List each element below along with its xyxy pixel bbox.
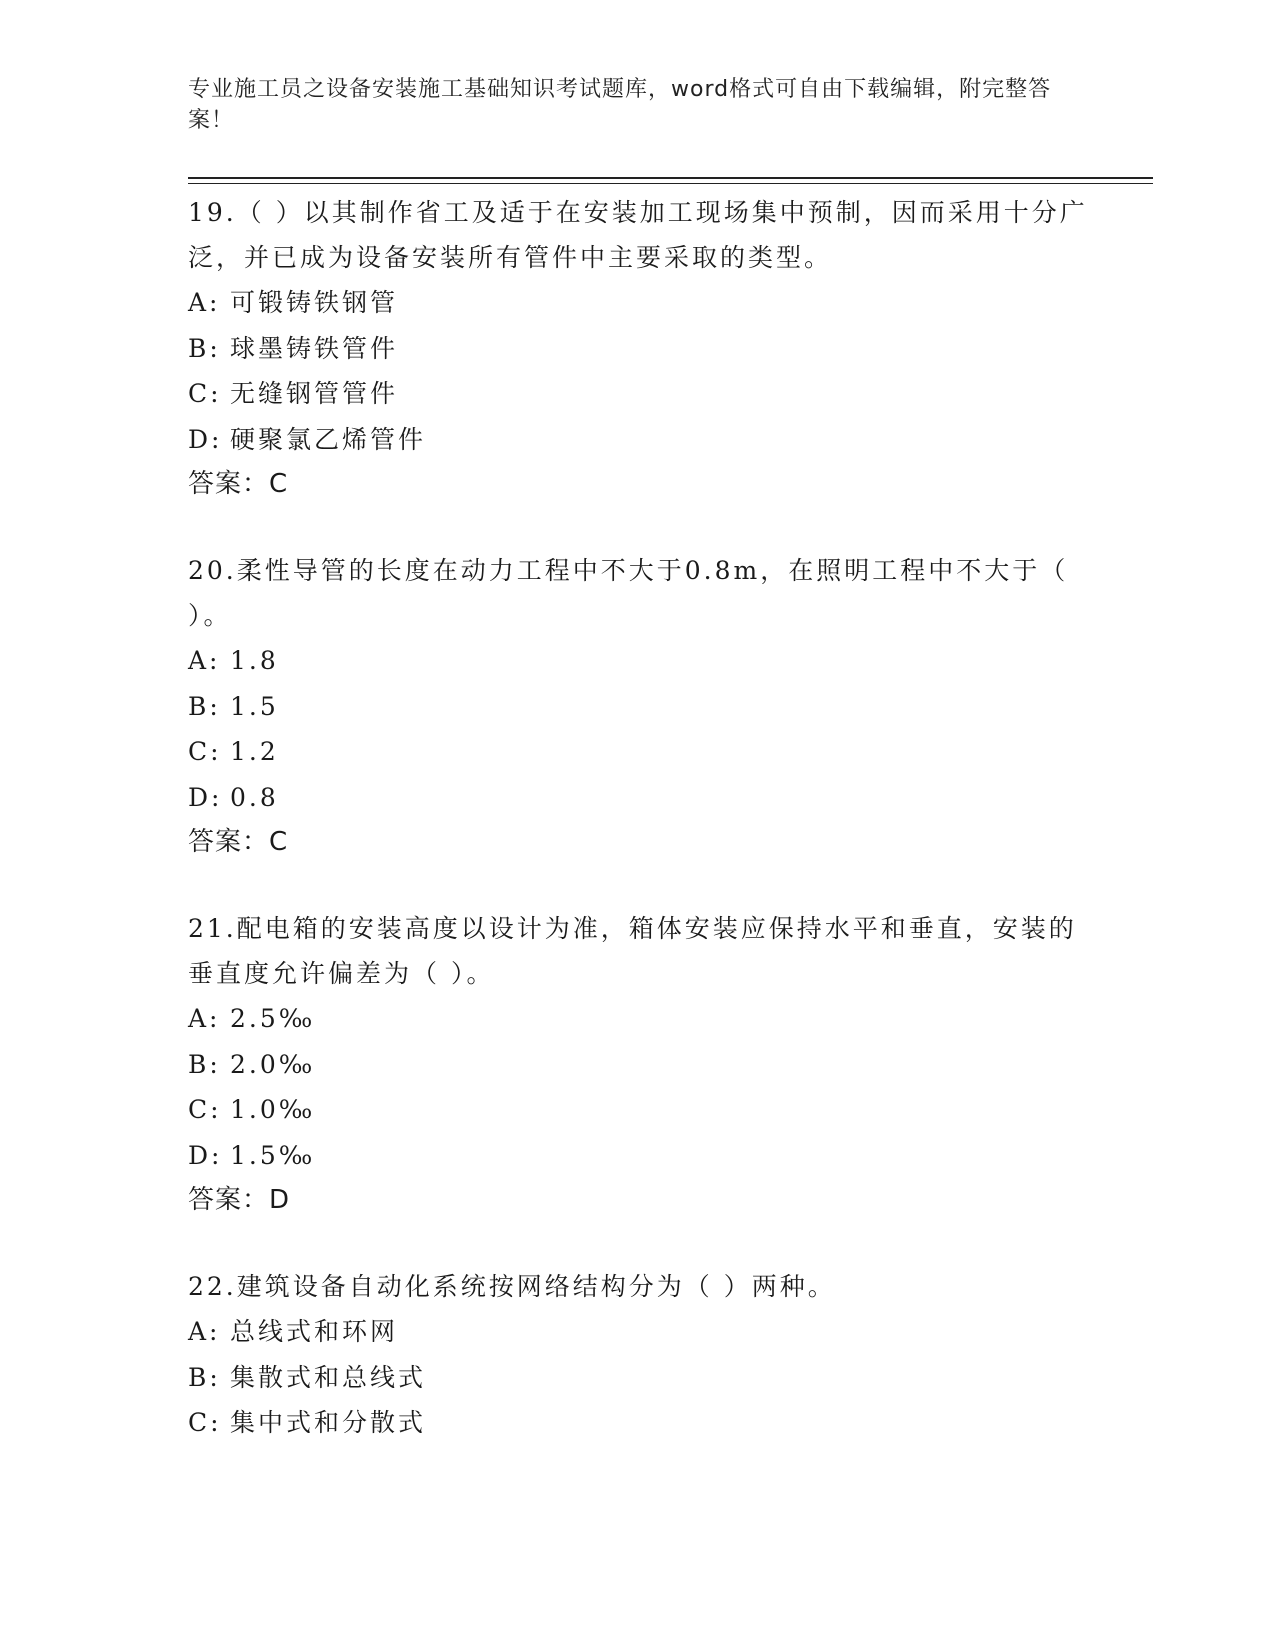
option-c: [188, 371, 1088, 417]
option-letter: C:: [188, 737, 222, 766]
document-header: 专业施工员之设备安装施工基础知识考试题库，word格式可自由下载编辑，附完整答案！: [188, 77, 1052, 133]
option-c: [188, 1087, 1088, 1133]
option-text: 集中式和分散式: [230, 1408, 427, 1437]
header-rule-thick: [188, 177, 1153, 179]
question-list: [188, 190, 1088, 1487]
option-letter: C:: [188, 379, 222, 408]
option-a: [188, 638, 1088, 684]
option-text: 无缝钢管管件: [230, 379, 399, 408]
option-text: 可锻铸铁钢管: [230, 288, 399, 317]
option-letter: C:: [188, 1408, 222, 1437]
option-text: 集散式和总线式: [230, 1362, 427, 1392]
option-text: 1.5‰: [230, 1140, 316, 1170]
answer: 答案：C: [188, 827, 289, 857]
option-c: [188, 1400, 1088, 1446]
option-b: [188, 684, 1088, 730]
answer: 答案：C: [188, 469, 289, 499]
option-letter: D:: [188, 424, 223, 454]
option-letter: B:: [188, 1362, 221, 1392]
option-b: [188, 1355, 1088, 1401]
option-text: 0.8: [230, 782, 279, 812]
question-20: [188, 548, 1088, 865]
option-letter: A:: [188, 1317, 221, 1346]
option-a: [188, 1309, 1088, 1355]
option-text: 硬聚氯乙烯管件: [230, 424, 427, 454]
option-c: [188, 729, 1088, 775]
option-letter: C:: [188, 1095, 222, 1124]
header-rule-thin: [188, 183, 1153, 184]
option-text: 2.5‰: [230, 1004, 316, 1033]
option-letter: A:: [188, 288, 221, 317]
answer: 答案：D: [188, 1185, 291, 1215]
question-22: [188, 1264, 1088, 1446]
option-letter: B:: [188, 1049, 221, 1079]
option-d: [188, 775, 1088, 821]
option-d: [188, 417, 1088, 463]
question-text: 20.柔性导管的长度在动力工程中不大于0.8m，在照明工程中不大于（ ）。: [188, 556, 1069, 630]
option-letter: A:: [188, 1004, 221, 1033]
option-text: 1.8: [230, 646, 279, 675]
option-letter: D:: [188, 782, 223, 812]
option-letter: B:: [188, 333, 221, 363]
option-text: 1.5: [230, 691, 279, 721]
option-text: 球墨铸铁管件: [230, 333, 399, 363]
question-19: [188, 190, 1088, 507]
option-d: [188, 1133, 1088, 1179]
option-a: [188, 280, 1088, 326]
option-text: 2.0‰: [230, 1049, 316, 1079]
option-text: 1.2: [230, 737, 279, 766]
question-21: [188, 906, 1088, 1223]
option-a: [188, 996, 1088, 1042]
option-letter: B:: [188, 691, 221, 721]
question-text: 22.建筑设备自动化系统按网络结构分为（ ）两种。: [188, 1272, 836, 1301]
option-b: [188, 326, 1088, 372]
question-text: 21.配电箱的安装高度以设计为准，箱体安装应保持水平和垂直，安装的垂直度允许偏差为（ ）。: [188, 914, 1077, 988]
option-letter: A:: [188, 646, 221, 675]
option-text: 1.0‰: [230, 1095, 316, 1124]
question-text: 19.（ ）以其制作省工及适于在安装加工现场集中预制，因而采用十分广泛，并已成为设备安装所有管件中主要采取的类型。: [188, 198, 1088, 272]
option-text: 总线式和环网: [230, 1317, 399, 1346]
option-letter: D:: [188, 1140, 223, 1170]
option-b: [188, 1042, 1088, 1088]
